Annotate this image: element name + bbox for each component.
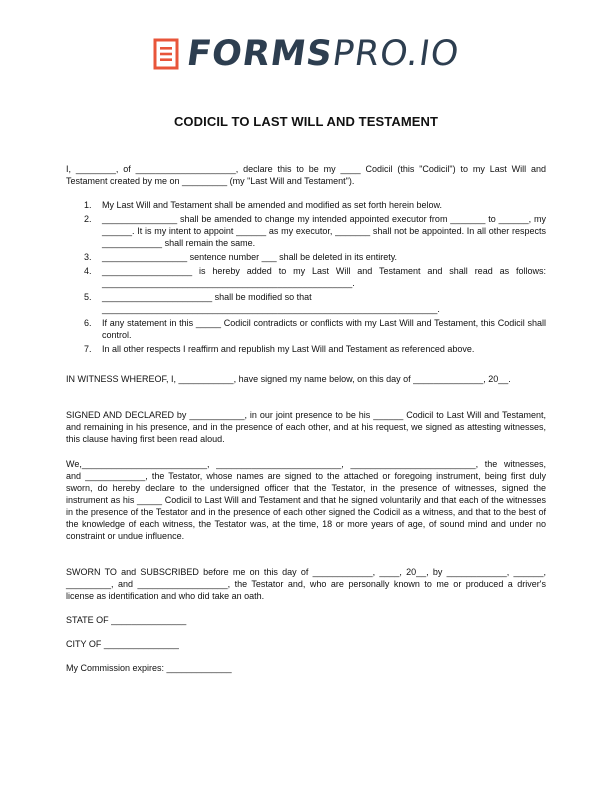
item-text: ______________________ shall be modified so that ___________________________________________________________________. bbox=[102, 292, 440, 314]
item-number: 6. bbox=[84, 318, 92, 328]
list-item bbox=[66, 343, 546, 355]
item-number: 4. bbox=[84, 266, 92, 276]
list-item bbox=[66, 199, 546, 211]
state-of-line: STATE OF _______________ bbox=[66, 615, 187, 625]
logo-text-bold: FORMS bbox=[184, 34, 336, 74]
signed-declared-paragraph: SIGNED AND DECLARED by ___________, in our joint presence to be his ______ Codicil to Last Will and Testament, and remaining in his presence, and in the presence of each other, and at his request, we signed as attesting witnesses, this clause having first been read aloud. bbox=[66, 410, 546, 444]
item-text: _________________ sentence number ___ shall be deleted in its entirety. bbox=[102, 252, 398, 262]
list-item bbox=[66, 291, 546, 315]
document-stack-icon bbox=[153, 38, 179, 70]
document-title: CODICIL TO LAST WILL AND TESTAMENT bbox=[173, 114, 439, 129]
city-of-line: CITY OF _______________ bbox=[66, 639, 179, 649]
item-text: In all other respects I reaffirm and republish my Last Will and Testament as referenced above. bbox=[102, 344, 475, 354]
intro-paragraph: I, ________, of ____________________, declare this to be my ____ Codicil (this "Codicil") to my Last Will and Testament created by me on _________ (my "Last Will and Testament"). bbox=[66, 164, 546, 186]
sworn-paragraph: SWORN TO and SUBSCRIBED before me on this day of ____________, ____, 20__, by ____________, ______, _________, and __________________, the Testator and, who are personally known to me or produced a driver's license as identification and who did take an oath. bbox=[66, 567, 546, 601]
item-number: 5. bbox=[84, 292, 92, 302]
item-text: My Last Will and Testament shall be amended and modified as set forth herein below. bbox=[102, 200, 443, 210]
logo-wordmark bbox=[184, 34, 462, 74]
list-item bbox=[66, 213, 546, 249]
list-item bbox=[66, 317, 546, 341]
item-text: __________________ is hereby added to my Last Will and Testament and shall read as follows: __________________________________________________. bbox=[102, 266, 546, 288]
amendment-list bbox=[66, 199, 546, 355]
item-text: _______________ shall be amended to change my intended appointed executor from _______ to ______, my ______. It is my intent to appoint ______ as my executor, _______ shall not be appointed. In all other respects ____________ shall remain the same. bbox=[102, 214, 546, 248]
item-number: 1. bbox=[84, 200, 92, 210]
item-number: 7. bbox=[84, 344, 92, 354]
witness-whereof-paragraph: IN WITNESS WHEREOF, I, ___________, have signed my name below, on this day of ______________, 20__. bbox=[66, 374, 511, 384]
witnesses-paragraph: We,_________________________, _________________________, _________________________, the witnesses, and ____________, the Testator, whose names are signed to the attached or foregoing instrument, being first duly sworn, do hereby declare to the undersigned officer that the Testator, in the presence of witnesses, signed the instrument as his _____ Codicil to Last Will and Testament and that he signed voluntarily and that each of the witnesses in the presence of the Testator and in the presence of each other signed the Codicil as a witness, and that to the best of the knowledge of each witness, the Testator was, at the time, 18 or more years of age, of sound mind and under no constraint or undue influence. bbox=[66, 459, 546, 541]
list-item bbox=[66, 265, 546, 289]
commission-expires-line: My Commission expires: _____________ bbox=[66, 663, 232, 673]
item-number: 3. bbox=[84, 252, 92, 262]
logo-text-light: PRO.IO bbox=[329, 34, 462, 74]
brand-logo bbox=[0, 34, 612, 74]
item-number: 2. bbox=[84, 214, 92, 224]
list-item bbox=[66, 251, 546, 263]
item-text: If any statement in this _____ Codicil contradicts or conflicts with my Last Will and Testament, this Codicil shall control. bbox=[102, 318, 546, 340]
